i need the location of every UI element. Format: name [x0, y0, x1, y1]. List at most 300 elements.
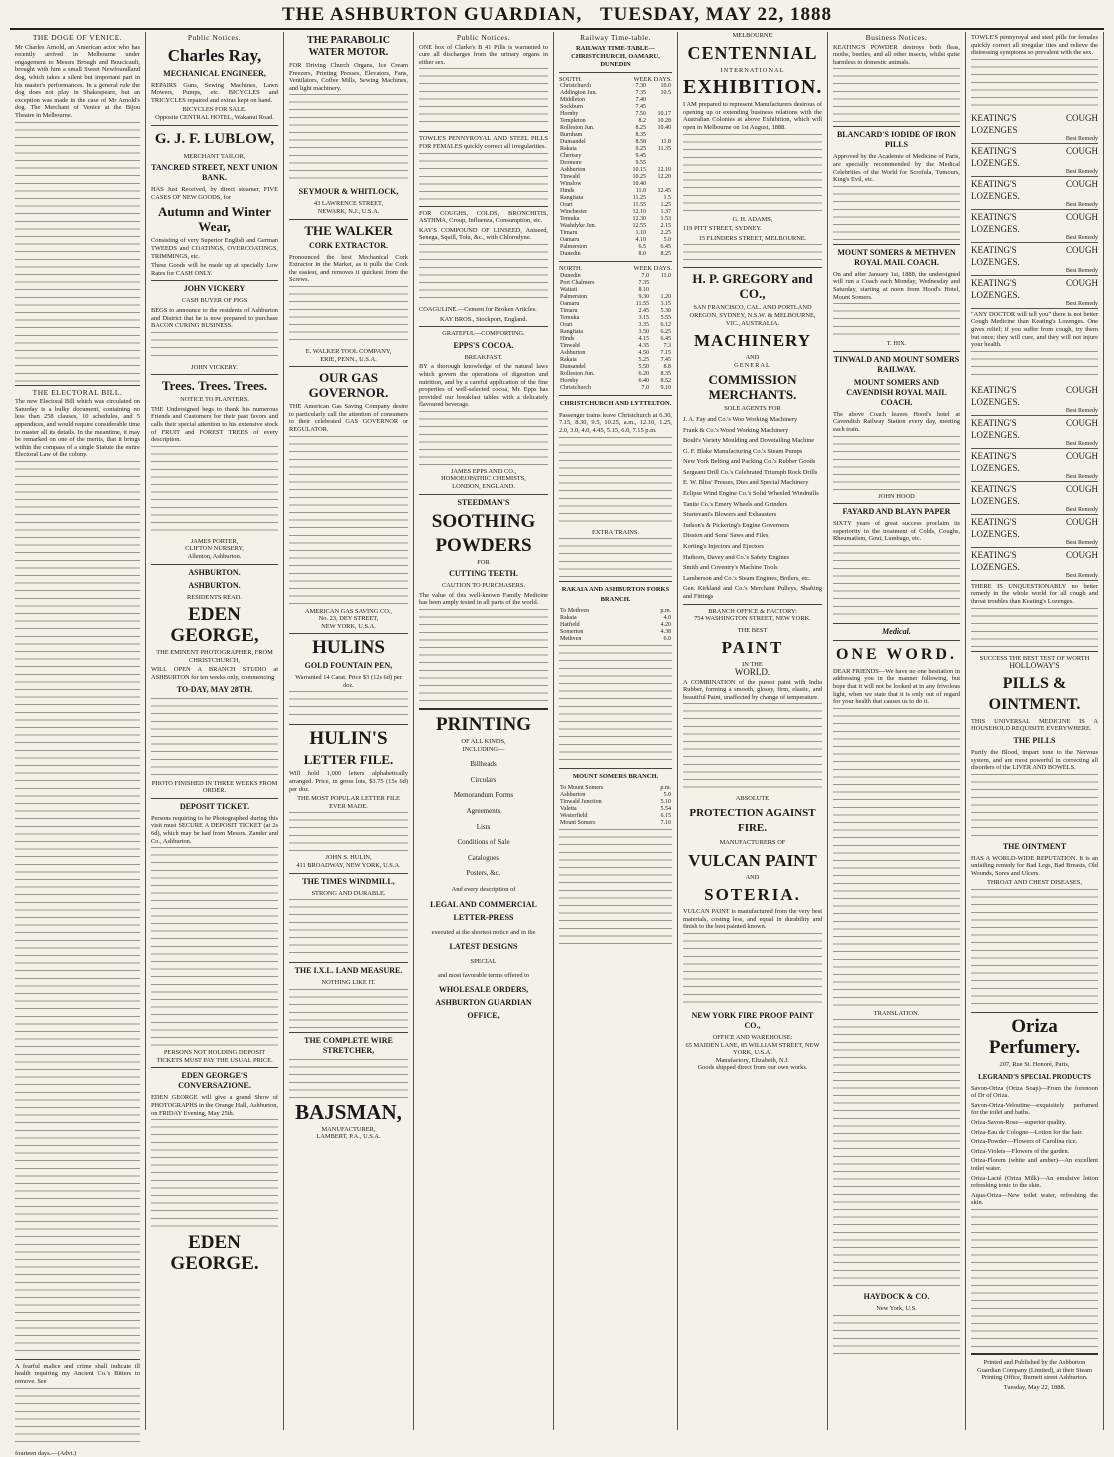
one-word-heading: ONE WORD. [836, 645, 957, 663]
oriza-subheading: LEGRAND'S SPECIAL PRODUCTS [978, 1072, 1091, 1081]
agent-item: Boult's Variety Moulding and Dovetailing Machine [683, 437, 815, 445]
agent-item: Frank & Co.'s Wood Working Machinery [683, 426, 789, 434]
guardian-name: ASHBURTON GUARDIAN [435, 998, 532, 1008]
timetable-row [559, 181, 672, 188]
timetable-row [559, 294, 672, 301]
cavendish-sign: JOHN HOOD [878, 492, 915, 500]
departure-time: 12.10 [632, 209, 646, 216]
station-name: Temuka [560, 314, 580, 321]
station-name: Waitati [560, 286, 578, 293]
printing-heading: PRINTING [435, 714, 531, 736]
departure-time: 10.28 [657, 118, 671, 125]
departure-time: p.m. [660, 608, 671, 615]
imprint-date: Tuesday, May 22, 1888. [1003, 1383, 1066, 1391]
oriza-address: 207, Rue St. Honoré, Paris, [999, 1061, 1070, 1069]
column-5 [554, 32, 678, 1430]
best-remedy-label: Best Remedy [1065, 234, 1098, 241]
blancard-text: Approved by the Academie of Medicine of Paris, are specially recommended by the Medical Celebrities of the World for Scrofula, Tumours, King's Evil, etc. [833, 153, 960, 184]
departure-time: 7.10 [660, 820, 671, 827]
station-name: Tinwald [560, 174, 580, 181]
keatings-lozenges-text: KEATING'S COUGH LOZENGES. [971, 178, 1098, 201]
timetable-row [559, 343, 672, 350]
station-name: Hinds [560, 335, 575, 342]
departure-time: 1.37 [660, 209, 671, 216]
departure-time: 1.10 [635, 230, 646, 237]
every-description: And every description of [451, 885, 516, 893]
gregory-cities: SAN FRANCISCO, CAL. AND PORTLAND OREGON, SYDNEY, N.S.W. & MELBOURNE, VIC., AUSTRALIA. [689, 304, 816, 327]
agent-item: Gen. Kirkland and Co.'s Merchant Pulleys, Shafting and Fittings [683, 585, 822, 600]
legal-commercial: LEGAL AND COMMERCIAL [430, 899, 537, 909]
goods-shipped: Goods shipped direct from our own works. [697, 1064, 808, 1072]
timetable-row [559, 301, 672, 308]
departure-time: 8.2 [638, 118, 646, 125]
letterpress: LETTER-PRESS [453, 912, 514, 922]
departure-time: 1.20 [660, 293, 671, 300]
timetable-row [559, 280, 672, 287]
best-remedy-label: Best Remedy [1065, 135, 1098, 142]
hulins-subheading: GOLD FOUNTAIN PEN, [304, 661, 393, 671]
trees-text: THE Undersigned begs to thank his numerous Friends and Customers for their past favors and calls their special attention to his extensive stock of FRUIT and FOREST TREES of every description. [151, 405, 278, 444]
somers-timetable [559, 785, 672, 827]
column-7 [828, 32, 966, 1430]
timetable-row [559, 251, 672, 258]
keatings-lozenges-text: KEATING'S COUGH LOZENGES. [971, 277, 1098, 300]
universal-text: THIS UNIVERSAL MEDICINE IS A HOUSEHOLD REQUISITE EVERYWHERE. [971, 717, 1098, 733]
lyttelton-text: Passenger trains leave Christchurch at 6.30, 7.15, 8.30, 9.5, 10.25, a.m., 12.10, 1.25, 2.0, 3.0, 4.0, 4.45, 5.15, 6.0, 7.15 p.m. [559, 411, 672, 434]
paint-text: A COMBINATION of the purest paint with India Rubber, forming a smooth, glossy, firm, elastic, and beautiful Paint, unaffected by change of temperature. [683, 678, 822, 701]
departure-time: 11.35 [657, 146, 671, 153]
timetable-row [559, 153, 672, 160]
station-name: Hatfield [560, 622, 580, 629]
letter-file-text: Will hold 1,000 letters alphabetically arranged. Price, in gross lots, $3.75 (15s 6d) per doz. [289, 770, 408, 793]
the-pills-heading: THE PILLS [1013, 735, 1056, 745]
epps-text: BY a thorough knowledge of the natural laws which govern the operations of digestion and nutrition, and by a careful application of the fine properties of well-selected cocoa, Mr. Epps has provided our breakfast tables with a delicately flavoured beverage. [419, 363, 548, 409]
station-name: Dunsandel [560, 139, 586, 146]
departure-time: 5.25 [638, 356, 650, 363]
departure-time: 10.15 [632, 167, 646, 174]
printing-item: Conditions of Sale [457, 838, 510, 847]
general-label: GENERAL [734, 361, 771, 369]
departure-time: 8.52 [660, 377, 671, 384]
exhibition-text: I AM prepared to represent Manufacturers desirous of opening up or extending business relations with the Australian Colonies at above Exhibition, which will open in Melbourne on 1st August, 1888. [683, 101, 822, 131]
departure-time: 6.20 [638, 370, 650, 377]
paint-heading: PAINT [721, 638, 784, 658]
printing-list [419, 761, 548, 878]
station-name: Dunsandel [560, 363, 586, 370]
best-remedy-label: Best Remedy [1065, 539, 1098, 546]
branch-heading: BRANCH OFFICE & FACTORY: [708, 607, 797, 615]
business-notices-heading: Business Notices. [865, 33, 928, 42]
station-name: Rangitata [560, 195, 583, 202]
departure-time [647, 160, 672, 167]
best-remedy-label: Best Remedy [1065, 168, 1098, 175]
agent-item: Lamberson and Co.'s Steam Engines, Boilers, etc. [683, 574, 811, 582]
keatings-lozenges-line [971, 449, 1098, 482]
timetable-row [559, 378, 672, 385]
pills-text: Purify the Blood, impart tone to the Nervous system, and are most powerful in correcting all disorders of the LIVER AND BOWELS. [971, 748, 1098, 772]
railway-heading: Railway Time-table. [580, 33, 651, 42]
station-name: Palmerston [560, 293, 587, 300]
oriza-item: Oriza-Powder—Flowers of Carolina rice. [971, 1138, 1078, 1146]
manufacturers-label: MANUFACTURERS OF [719, 838, 786, 846]
station-name: Washdyke Jun. [560, 223, 597, 230]
keatings-lozenges-text: KEATING'S COUGH LOZENGES. [971, 384, 1098, 407]
timetable-row [559, 315, 672, 322]
epps-sign-3: LONDON, ENGLAND. [452, 483, 515, 491]
keatings-lozenges-line [971, 515, 1098, 548]
departure-time: 6.0 [663, 636, 671, 643]
eden-george-footer: EDEN GEORGE. [170, 1232, 259, 1275]
agent-item: Disston and Sons' Saws and Files [683, 532, 769, 540]
blancard-heading: BLANCARD'S IODIDE OF IRON PILLS [836, 130, 957, 150]
oriza-item: Aqua-Oriza—New toilet water, refreshing the skin. [971, 1191, 1098, 1207]
timetable-row [559, 820, 672, 827]
departure-time [650, 280, 672, 287]
station-name: Rakaia [560, 146, 577, 153]
departure-time: 6.25 [660, 328, 671, 335]
best-remedy-label: Best Remedy [1065, 201, 1098, 208]
seymour-address: 43 LAWRENCE STREET, [313, 200, 384, 208]
departure-time: 9.10 [660, 384, 671, 391]
station-name: Valetta [560, 806, 577, 813]
parabolic-heading: THE PARABOLIC WATER MOTOR. [307, 35, 390, 58]
hulins-heading: HULINS [312, 637, 385, 659]
one-word-text: DEAR FRIENDS—We have no one hesitation in addressing you in the manner following, but hope that it will not be looked at in any frivolous light, when we state that it is only out of regard for your health that causes us to do it. [833, 667, 960, 706]
steedman-text: The value of this well-known Family Medicine has been amply tested in all parts of the world. [419, 591, 548, 607]
medical-heading: Medical. [882, 626, 911, 636]
railway-subheading: RAILWAY TIME-TABLE—CHRISTCHURCH, OAMARU, DUNEDIN [571, 44, 660, 68]
doge-article-continued [15, 122, 140, 382]
departure-time: 4.35 [638, 342, 650, 349]
timetable-row [559, 308, 672, 315]
timetable-row [559, 174, 672, 181]
departure-time: 6.40 [638, 377, 650, 384]
ray-name: Charles Ray, [167, 45, 262, 65]
breakfast-label: BREAKFAST. [464, 353, 503, 361]
departure-time: 5.54 [660, 806, 671, 813]
station-name: Ashburton [560, 167, 586, 174]
agent-item: J. A. Fay and Co.'s Woo Working Machinery [683, 415, 798, 423]
clarke-pills-text: ONE box of Clarke's B 41 Pills is warranted to cure all discharges from the urinary organs in either sex. [419, 43, 548, 66]
cocoa-heading: GRATEFUL—COMFORTING. [442, 330, 525, 338]
lublow-text-2: Consisting of very Superior English and German TWEEDS and COATINGS, OVERCOATINGS, TRIMMINGS, etc. [151, 237, 278, 260]
departure-time: 8.35 [635, 132, 646, 139]
departure-time: 6.15 [660, 813, 671, 820]
station-name: Dunedin [560, 272, 581, 279]
coughs-text: FOR COUGHS, COLDS, BRONCHITIS, ASTHMA, Croup, Influenza, Consumption, etc. [419, 209, 548, 225]
column-8 [966, 32, 1104, 1430]
column-6 [678, 32, 828, 1430]
adams-address: 119 PITT STREET, SYDNEY. [683, 225, 762, 233]
timetable-row [559, 188, 672, 195]
powders-heading: POWDERS [435, 534, 532, 556]
agent-item: Hathorn, Davey and Co.'s Safety Engines [683, 553, 790, 561]
issue-date: TUESDAY, MAY 22, 1888 [599, 4, 832, 25]
timetable-row [559, 622, 672, 629]
walker-text: Pronounced the best Mechanical Cork Extractor in the Market, as it pulls the Cork the easiest, and removes it quickest from the Screws. [289, 253, 408, 284]
agent-item: G. F. Blake Manufacturing Co.'s Steam Pumps [683, 447, 803, 455]
departure-time: 4.0 [663, 615, 671, 622]
column-3 [284, 32, 414, 1430]
station-name: Winchester [560, 209, 588, 216]
deposit-text: Persons requiring to be Photographed during this visit must SECURE A DEPOSIT TICKET (at 2s 6d), which may be had from Messrs. Zander and Co., Ashburton. [151, 814, 278, 845]
departure-time: 8.10 [638, 286, 650, 293]
doge-heading: THE DOGE OF VENICE. [32, 33, 123, 42]
station-name: Mount Somers [560, 820, 596, 827]
departure-time: 8.35 [660, 370, 671, 377]
printing-subheading: OF ALL KINDS, [461, 738, 506, 746]
departure-time: 10.40 [632, 181, 646, 188]
timetable-row [559, 799, 672, 806]
electoral-bill-article: The new Electoral Bill which was circulated on Saturday is a bulky document, containing no less than 258 clauses, 10 schedules, and 5 appendices, and would require considerable time to master all its details. In the meantime, it may be remarked on one of the merits, that it brings within the compass of a single Statute the entire Electoral Law of the colony. [15, 398, 140, 459]
departure-time: 1.53 [660, 216, 671, 223]
photos-ready: PHOTO FINISHED IN THREE WEEKS FROM ORDER. [151, 779, 278, 795]
bajsman-address: LAMBERT, P.A., U.S.A. [316, 1133, 381, 1141]
keatings-lozenges-text: KEATING'S COUGH LOZENGES. [971, 549, 1098, 572]
vickery-name: JOHN VICKERY [183, 284, 246, 294]
station-name: Oamaru [560, 237, 580, 244]
departure-time: 4.15 [638, 335, 650, 342]
departure-time: 9.25 [635, 146, 646, 153]
vickery-text: BEGS to announce to the residents of Ashburton and District that he is now prepared to purchase BACON CURING BUSINESS. [151, 306, 278, 330]
weekdays-label: WEEK DAYS. [633, 75, 672, 83]
departure-time: 7.3 [663, 342, 671, 349]
extra-trains: EXTRA TRAINS. [591, 528, 640, 536]
timetable-row [559, 792, 672, 799]
timetable-row [559, 167, 672, 174]
timetable-row [559, 104, 672, 111]
fayard-heading: FAYARD AND BLAYN PAPER [842, 507, 951, 517]
haydock-address: New York, U.S. [876, 1305, 917, 1313]
departure-time: 10.0 [660, 83, 671, 90]
keatings-lozenges-text: KEATING'S COUGH LOZENGES. [971, 244, 1098, 267]
parabolic-text: FOR Driving Church Organs, Ice Cream Freezers, Printing Presses, Elevators, Fans, Ventilators, Coffee Mills, Sewing Machines, and light machinery. [289, 62, 408, 92]
printing-item: Catalogues [467, 853, 500, 862]
letter-file-heading: HULIN'S [309, 728, 388, 750]
departure-time: 7.50 [635, 111, 646, 118]
timetable-row [559, 230, 672, 237]
timetable-row [559, 223, 672, 230]
departure-time: 5.30 [660, 307, 671, 314]
keatings-lozenges-text: KEATING'S COUGH LOZENGES. [971, 211, 1098, 234]
station-name: Port Chalmers [560, 279, 595, 286]
keatings-lozenges-line [971, 210, 1098, 243]
south-label: SOUTH. [559, 75, 582, 83]
departure-time: 7.40 [635, 97, 646, 104]
departure-time [650, 287, 672, 294]
oriza-item: Oriza-Lacté (Oriza Milk)—An emulsive lotion refreshing tonic to the skin. [971, 1174, 1098, 1190]
departure-time: 7.0 [641, 384, 650, 391]
bajsman-name: BAJSMAN, [295, 1099, 402, 1124]
bajsman-subheading: MANUFACTURER, [321, 1125, 376, 1133]
keatings-text-2: THERE IS UNQUESTIONABLY no better remedy in the whole world for all cough and throat troubles than Keating's Lozenges. [971, 582, 1098, 605]
departure-time [647, 132, 672, 139]
departure-time: 11.25 [632, 195, 646, 202]
including-label: INCLUDING— [462, 745, 505, 753]
notices-heading: Public Notices. [187, 33, 242, 42]
departure-time: 1.25 [660, 202, 671, 209]
best-remedy-label: Best Remedy [1065, 267, 1098, 274]
departure-time: 8.58 [635, 139, 646, 146]
keatings-lozenges-text: KEATING'S COUGH LOZENGES. [971, 483, 1098, 506]
agent-item: Sergeant Drill Co.'s Celebrated Triumph Rock Drills [683, 468, 818, 476]
gas-address: No. 23, DEY STREET, [318, 615, 379, 623]
keatings-lozenges-text: KEATING'S COUGH LOZENGES. [971, 417, 1098, 440]
station-name: Addington Jun. [560, 90, 598, 97]
ointment-heading: THE OINTMENT [1002, 841, 1067, 851]
trees-heading: Trees. Trees. Trees. [161, 378, 268, 394]
timetable-row [559, 350, 672, 357]
hulins-text: Warranted 14 Carat. Price $3 (12s 6d) per doz. [295, 674, 402, 689]
departure-time: 8.25 [660, 251, 671, 258]
station-name: Rolleston Jun. [560, 125, 595, 132]
towle-text: TOWLE'S PENNYROYAL AND STEEL PILLS FOR FEMALES quickly correct all irregularities. [419, 135, 548, 150]
teeth-heading: CUTTING TEETH. [449, 569, 518, 579]
forks-timetable [559, 608, 672, 643]
station-name: To Mount Somers [560, 785, 604, 792]
persons-notice: PERSONS NOT HOLDING DEPOSIT TICKETS MUST PAY THE USUAL PRICE. [156, 1049, 273, 1064]
lublow-text: HAS Just Received, by direct steamer, FIVE CASES OF NEW GOODS, for [151, 186, 278, 201]
notices-heading: Public Notices. [456, 33, 511, 42]
imprint-text: Printed and Published by the Ashburton Guardian Company (Limited), at their Steam Printing Office, Burnett street Ashburton. [976, 1358, 1092, 1382]
tinwald-heading: TINWALD AND MOUNT SOMERS RAILWAY. [833, 354, 960, 374]
departure-time: 11.55 [632, 202, 646, 209]
soothing-heading: SOOTHING [431, 510, 536, 532]
machinery-heading: MACHINERY [693, 331, 811, 351]
office-warehouse: OFFICE AND WAREHOUSE: [712, 1033, 793, 1041]
eden-george-title: THE EMINENT PHOTOGRAPHER, FROM CHRISTCHURCH, [156, 649, 273, 664]
departure-time: 8.0 [638, 251, 646, 258]
lublow-goods: Autumn and Winter Wear, [158, 204, 271, 235]
departure-time: p.m. [660, 785, 671, 792]
departure-time: 8.8 [663, 363, 671, 370]
station-name: Timaru [560, 307, 578, 314]
station-name: Rakaia [560, 356, 577, 363]
seymour-name: SEYMOUR & WHITLOCK, [298, 187, 399, 197]
trees-nursery: CLIFTON NURSERY, [185, 545, 244, 553]
departure-time: 4.50 [638, 349, 650, 356]
eden-george-name: EDEN GEORGE, [170, 604, 259, 647]
timetable-row [559, 785, 672, 792]
land-measure-heading: THE I.X.L. LAND MEASURE. [294, 966, 403, 976]
keatings-text: "ANY DOCTOR will tell you" there is not better Cough Medicine than Keating's Lozenges. One gives relief; if you suffer from cough, try them but once; they will cure, and they will not injure your health. [971, 310, 1098, 349]
keatings-powder-text: KEATING'S POWDER destroys both fleas, moths, beetles, and all other insects, whilst quite harmless to domestic animals. [833, 43, 960, 66]
steedman-heading: STEEDMAN'S [457, 497, 510, 507]
ray-address: Opposite CENTRAL HOTEL, Wakanui Road. [155, 113, 274, 121]
station-name: Christchurch [560, 83, 591, 90]
walker-heading: THE WALKER [304, 222, 393, 238]
timetable-row [559, 202, 672, 209]
keatings-lozenges-line [971, 243, 1098, 276]
hulin-address: 411 BROADWAY, NEW YORK, U.S.A. [296, 862, 401, 870]
coaguline-text: COAGULINE.—Cement for Broken Articles. [419, 305, 537, 313]
departure-time: 5.0 [663, 792, 671, 799]
station-name: Timaru [560, 230, 578, 237]
departure-time: 9.45 [635, 153, 646, 160]
agent-item: New York Belting and Packing Co.'s Rubber Goods [683, 458, 816, 466]
timetable-row [559, 111, 672, 118]
keatings-lozenges-line [971, 276, 1098, 309]
throat-heading: THROAT AND CHEST DISEASES, [987, 879, 1082, 887]
keatings-lozenges-line [971, 177, 1098, 210]
keatings-lozenges-line [971, 144, 1098, 177]
departure-time: 9.30 [638, 293, 650, 300]
fire-protection-heading: PROTECTION AGAINST FIRE. [689, 806, 816, 834]
and-label-2: AND [745, 873, 760, 881]
station-name: Oamaru [560, 300, 580, 307]
gas-heading: OUR GAS GOVERNOR. [308, 370, 389, 401]
station-name: Tinwald Junction [560, 799, 602, 806]
timetable-row [559, 83, 672, 90]
agent-item: Judson's & Pickering's Engine Governors [683, 521, 789, 529]
oriza-item: Savon-Oriza (Oriza Soap)—From the forenoon of Dr of Oriza. [971, 1084, 1098, 1100]
somers-heading: MOUNT SOMERS BRANCH. [572, 773, 659, 781]
timetable-row [559, 139, 672, 146]
station-name: Methven [560, 636, 582, 643]
timetable-row [559, 125, 672, 132]
station-name: Tinwald [560, 342, 580, 349]
nyfire-address: 65 MAIDEN LANE, 85 WILLIAM STREET, NEW YORK, U.S.A. [685, 1041, 820, 1057]
departure-time [647, 153, 672, 160]
timetable-row [559, 216, 672, 223]
windmill-subheading: STRONG AND DURABLE. [311, 889, 386, 897]
agents-list [683, 416, 822, 601]
adams-address-2: 15 FLINDERS STREET, MELBOURNE. [698, 234, 807, 242]
wholesale-orders: WHOLESALE ORDERS, [438, 985, 529, 995]
departure-time: 12.55 [632, 223, 646, 230]
eden-george-date: TO-DAY, MAY 28TH. [176, 684, 253, 694]
departure-time: 11.8 [660, 139, 671, 146]
masthead [10, 4, 1104, 30]
wire-stretcher-heading: THE COMPLETE WIRE STRETCHER, [304, 1035, 393, 1055]
keatings-lozenges-line [971, 383, 1098, 416]
adams-sign: G. H. ADAMS, [732, 215, 773, 223]
departure-time: 2.25 [660, 230, 671, 237]
departure-time: 10.5 [660, 90, 671, 97]
lublow-price: These Goods will be made up at specially Low Rates for CASH ONLY. [151, 262, 278, 277]
oriza-item: Oriza-Savon-Rose—superior quality. [971, 1119, 1067, 1127]
departure-time: 12.45 [657, 188, 671, 195]
departure-time: 3.35 [638, 321, 650, 328]
haydock-name: HAYDOCK & CO. [863, 1292, 930, 1302]
station-name: Somerton [560, 629, 584, 636]
best-remedy-label: Best Remedy [1065, 300, 1098, 307]
keatings-lozenges-line [971, 416, 1098, 449]
timetable-row [559, 118, 672, 125]
timetable-row [559, 336, 672, 343]
departure-time: 7.45 [660, 356, 671, 363]
north-label: NORTH. [559, 265, 583, 273]
keatings-lozenges-group-2 [971, 383, 1098, 581]
agent-item: Sturtevant's Blowers and Exhausters [683, 511, 777, 519]
ray-sale: BICYCLES FOR SALE. [182, 106, 247, 114]
timetable-row [559, 90, 672, 97]
timetable-row [559, 273, 672, 280]
best-remedy-label: Best Remedy [1065, 473, 1098, 480]
departure-time: 10.25 [632, 174, 646, 181]
agent-item: Tanite Co.'s Emery Wheels and Grinders [683, 500, 788, 508]
departure-time: 5.10 [660, 799, 671, 806]
walker-company: E. WALKER TOOL COMPANY, [305, 347, 392, 355]
column-4 [414, 32, 554, 1430]
residents-read: RESIDENTS READ. [186, 593, 243, 601]
north-timetable [559, 273, 672, 392]
departure-time: 7.30 [635, 83, 646, 90]
fayard-text: SIXTY years of great success proclaim its superiority in the treatment of Colds, Coughs, Rheumatism, Gout, Lumbago, etc. [833, 520, 960, 543]
ray-title: MECHANICAL ENGINEER, [163, 68, 266, 78]
keatings-lozenges-line [971, 111, 1098, 144]
departure-time: 7.45 [635, 104, 646, 111]
